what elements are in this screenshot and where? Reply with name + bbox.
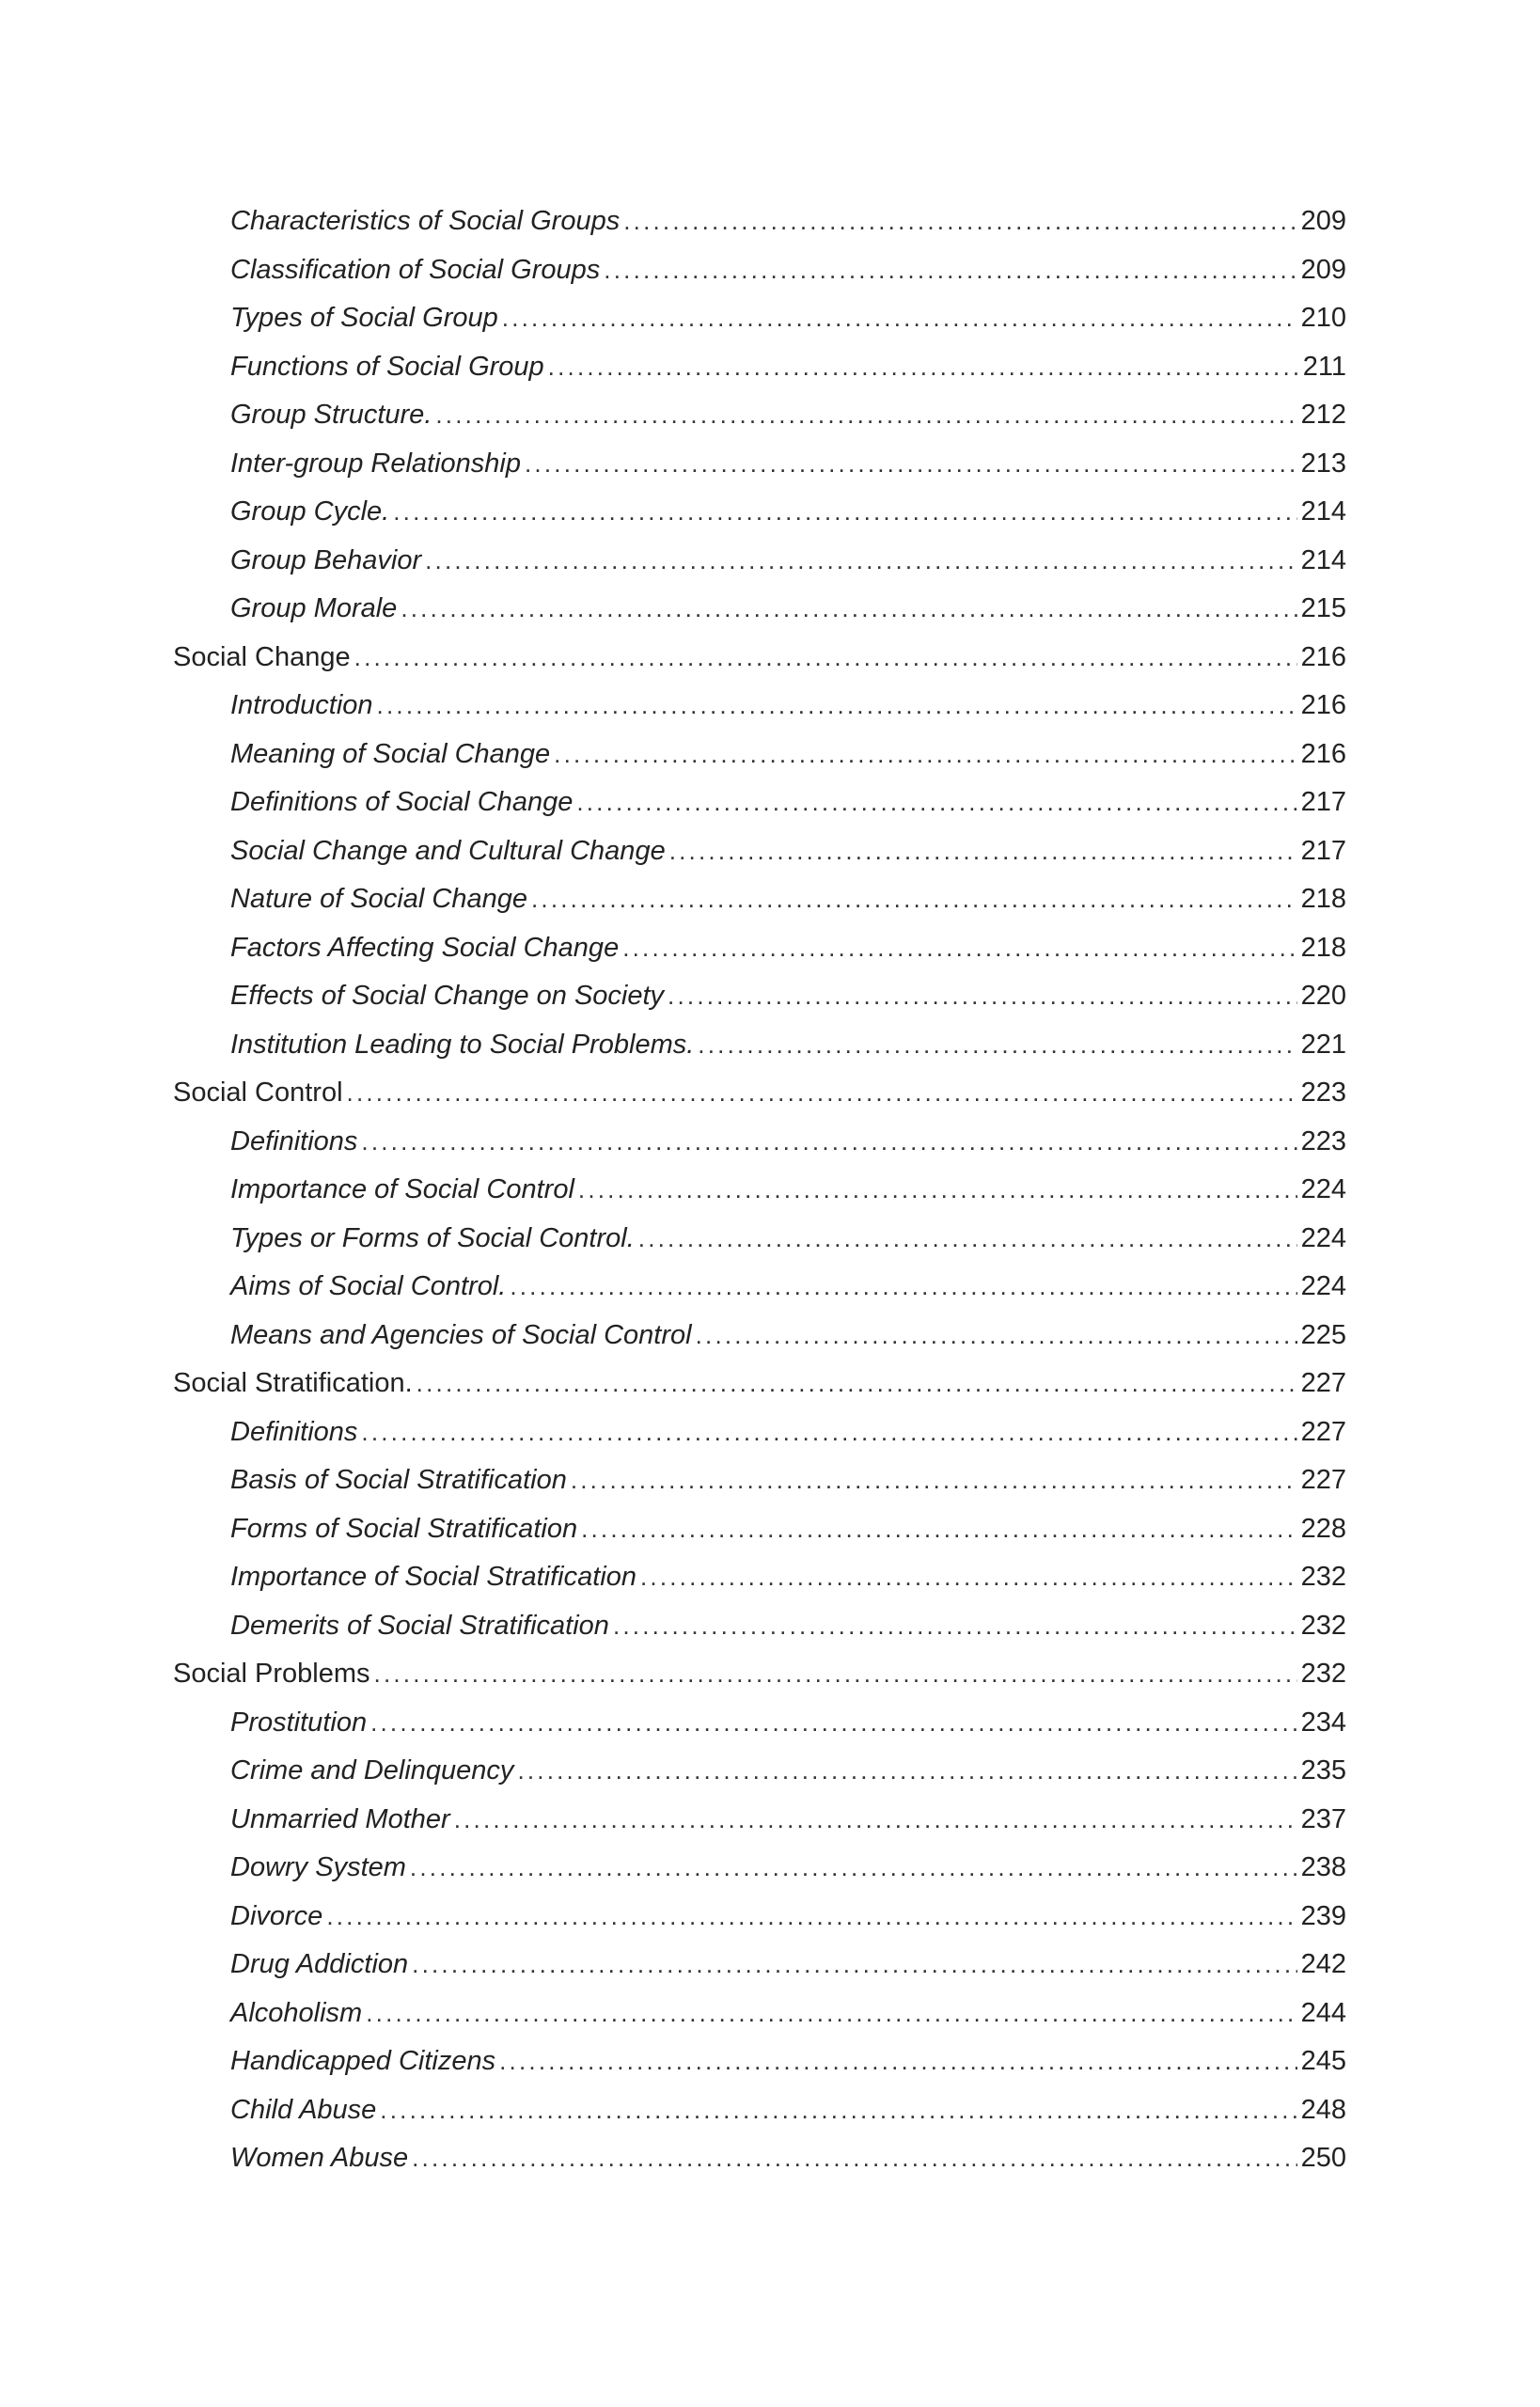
- toc-entry-page-number: 227: [1300, 1465, 1346, 1495]
- toc-entry-title: Child Abuse: [230, 2094, 377, 2125]
- toc-subsection-entry: [173, 1456, 1346, 1505]
- toc-dot-leader: [361, 1118, 1296, 1167]
- toc-entry-title: Inter-group Relationship: [230, 448, 521, 479]
- toc-entry-page-number: 209: [1300, 206, 1346, 236]
- toc-entry-page-number: 227: [1300, 1416, 1346, 1447]
- toc-subsection-entry: [173, 1505, 1346, 1554]
- toc-dot-leader: [393, 488, 1296, 537]
- toc-entry-page-number: 216: [1300, 641, 1346, 672]
- toc-entry-title: Divorce: [230, 1900, 323, 1931]
- toc-dot-leader: [581, 1505, 1297, 1554]
- toc-subsection-entry: [173, 1747, 1346, 1796]
- toc-entry-page-number: 242: [1300, 1949, 1346, 1979]
- toc-subsection-entry: [173, 682, 1346, 731]
- toc-dot-leader: [361, 1408, 1296, 1457]
- toc-entry-title: Introduction: [230, 690, 373, 720]
- toc-entry-page-number: 232: [1300, 1659, 1346, 1689]
- toc-dot-leader: [696, 1312, 1297, 1361]
- toc-entry-title: Dowry System: [230, 1852, 406, 1882]
- toc-entry-page-number: 225: [1300, 1319, 1346, 1350]
- toc-subsection-entry: [173, 1602, 1346, 1651]
- toc-entry-title: Effects of Social Change on Society: [230, 981, 665, 1011]
- toc-entry-page-number: 239: [1300, 1900, 1346, 1931]
- toc-entry-title: Means and Agencies of Social Control: [230, 1319, 692, 1350]
- toc-entry-page-number: 250: [1300, 2143, 1346, 2173]
- toc-entry-title: Definitions: [230, 1125, 358, 1156]
- toc-entry-page-number: 216: [1300, 690, 1346, 720]
- toc-section-entry: [173, 1360, 1346, 1408]
- toc-subsection-entry: [173, 1796, 1346, 1845]
- toc-subsection-entry: [173, 2037, 1346, 2086]
- toc-entry-title: Definitions: [230, 1416, 358, 1447]
- toc-entry-page-number: 234: [1300, 1707, 1346, 1738]
- toc-entry-page-number: 224: [1300, 1174, 1346, 1204]
- toc-entry-title: Social Control: [173, 1078, 343, 1108]
- toc-subsection-entry: [173, 972, 1346, 1021]
- toc-entry-page-number: 224: [1300, 1271, 1346, 1301]
- toc-subsection-entry: [173, 537, 1346, 586]
- toc-subsection-entry: [173, 1312, 1346, 1361]
- toc-subsection-entry: [173, 1118, 1346, 1167]
- toc-dot-leader: [410, 1844, 1297, 1893]
- toc-entry-page-number: 217: [1300, 835, 1346, 866]
- toc-subsection-entry: [173, 1893, 1346, 1942]
- toc-entry-title: Demerits of Social Stratification: [230, 1610, 609, 1641]
- toc-dot-leader: [425, 537, 1296, 586]
- toc-subsection-entry: [173, 1263, 1346, 1312]
- toc-entry-title: Group Morale: [230, 593, 398, 623]
- toc-dot-leader: [571, 1456, 1297, 1505]
- toc-dot-leader: [347, 1069, 1297, 1118]
- toc-entry-title: Definitions of Social Change: [230, 787, 574, 817]
- toc-entry-page-number: 245: [1300, 2046, 1346, 2076]
- toc-dot-leader: [416, 1360, 1297, 1408]
- toc-entry-title: Alcoholism: [230, 1997, 363, 2028]
- toc-subsection-entry: [173, 779, 1346, 827]
- toc-entry-title: Basis of Social Stratification: [230, 1465, 567, 1495]
- toc-entry-title: Importance of Social Stratification: [230, 1562, 636, 1592]
- toc-dot-leader: [380, 2086, 1296, 2135]
- toc-entry-page-number: 217: [1300, 787, 1346, 817]
- toc-entry-title: Aims of Social Control.: [230, 1271, 507, 1301]
- toc-subsection-entry: [173, 246, 1346, 295]
- toc-subsection-entry: [173, 1699, 1346, 1748]
- toc-subsection-entry: [173, 1166, 1346, 1215]
- toc-subsection-entry: [173, 1941, 1346, 1990]
- toc-dot-leader: [366, 1990, 1296, 2038]
- toc-entry-title: Drug Addiction: [230, 1949, 409, 1979]
- toc-subsection-entry: [173, 1553, 1346, 1602]
- toc-dot-leader: [622, 924, 1296, 973]
- toc-entry-title: Meaning of Social Change: [230, 738, 551, 769]
- toc-entry-page-number: 227: [1300, 1368, 1346, 1398]
- toc-subsection-entry: [173, 343, 1346, 392]
- toc-entry-title: Prostitution: [230, 1707, 368, 1738]
- toc-subsection-entry: [173, 2134, 1346, 2183]
- toc-subsection-entry: [173, 924, 1346, 973]
- toc-entry-title: Functions of Social Group: [230, 351, 544, 382]
- toc-entry-title: Classification of Social Groups: [230, 254, 601, 285]
- toc-entry-title: Social Change and Cultural Change: [230, 835, 666, 866]
- toc-dot-leader: [401, 585, 1296, 634]
- toc-entry-page-number: 215: [1300, 593, 1346, 623]
- toc-dot-leader: [604, 246, 1296, 295]
- toc-entry-page-number: 211: [1302, 351, 1346, 382]
- toc-entry-title: Social Change: [173, 641, 351, 672]
- toc-entry-title: Group Cycle.: [230, 496, 390, 527]
- toc-dot-leader: [517, 1747, 1296, 1796]
- toc-entry-page-number: 232: [1300, 1562, 1346, 1592]
- toc-dot-leader: [623, 197, 1296, 246]
- toc-entry-page-number: 214: [1300, 544, 1346, 575]
- toc-entry-title: Group Behavior: [230, 544, 422, 575]
- toc-subsection-entry: [173, 1408, 1346, 1457]
- toc-dot-leader: [502, 294, 1297, 343]
- toc-subsection-entry: [173, 197, 1346, 246]
- toc-entry-page-number: 210: [1300, 303, 1346, 333]
- toc-subsection-entry: [173, 1990, 1346, 2038]
- toc-entry-page-number: 221: [1300, 1029, 1346, 1060]
- toc-entry-title: Nature of Social Change: [230, 884, 527, 914]
- toc-entry-page-number: 218: [1300, 932, 1346, 963]
- toc-dot-leader: [554, 731, 1296, 779]
- toc-entry-title: Women Abuse: [230, 2143, 409, 2173]
- toc-subsection-entry: [173, 488, 1346, 537]
- toc-subsection-entry: [173, 1215, 1346, 1264]
- toc-dot-leader: [412, 2134, 1296, 2183]
- toc-entry-title: Types of Social Group: [230, 303, 498, 333]
- toc-dot-leader: [412, 1941, 1296, 1990]
- toc-subsection-entry: [173, 827, 1346, 876]
- toc-entry-page-number: 218: [1300, 884, 1346, 914]
- toc-entry-page-number: 216: [1300, 738, 1346, 769]
- toc-dot-leader: [576, 779, 1296, 827]
- toc-dot-leader: [354, 634, 1297, 683]
- toc-dot-leader: [698, 1021, 1296, 1070]
- toc-dot-leader: [640, 1553, 1297, 1602]
- toc-entry-title: Importance of Social Control: [230, 1174, 574, 1204]
- toc-subsection-entry: [173, 1844, 1346, 1893]
- toc-entry-page-number: 244: [1300, 1997, 1346, 2028]
- toc-dot-leader: [668, 972, 1297, 1021]
- toc-dot-leader: [638, 1215, 1297, 1264]
- toc-dot-leader: [326, 1893, 1296, 1942]
- toc-dot-leader: [669, 827, 1297, 876]
- toc-subsection-entry: [173, 391, 1346, 440]
- toc-entry-page-number: 213: [1300, 448, 1346, 479]
- table-of-contents: [173, 197, 1346, 2183]
- toc-subsection-entry: [173, 2086, 1346, 2135]
- toc-entry-title: Factors Affecting Social Change: [230, 932, 620, 963]
- toc-entry-page-number: 232: [1300, 1610, 1346, 1641]
- toc-entry-page-number: 223: [1300, 1125, 1346, 1156]
- toc-dot-leader: [454, 1796, 1297, 1845]
- toc-entry-title: Types or Forms of Social Control.: [230, 1222, 635, 1253]
- toc-entry-page-number: 235: [1300, 1755, 1346, 1786]
- toc-entry-page-number: 224: [1300, 1222, 1346, 1253]
- toc-dot-leader: [377, 682, 1297, 731]
- toc-entry-page-number: 237: [1300, 1803, 1346, 1834]
- toc-subsection-entry: [173, 585, 1346, 634]
- toc-entry-title: Social Stratification.: [173, 1368, 413, 1398]
- toc-dot-leader: [613, 1602, 1297, 1651]
- toc-subsection-entry: [173, 731, 1346, 779]
- toc-entry-page-number: 223: [1300, 1078, 1346, 1108]
- toc-subsection-entry: [173, 875, 1346, 924]
- toc-entry-page-number: 228: [1300, 1513, 1346, 1544]
- toc-entry-title: Forms of Social Stratification: [230, 1513, 578, 1544]
- toc-entry-page-number: 209: [1300, 254, 1346, 285]
- toc-entry-title: Social Problems: [173, 1659, 370, 1689]
- toc-dot-leader: [510, 1263, 1296, 1312]
- toc-entry-title: Group Structure.: [230, 400, 432, 430]
- toc-dot-leader: [578, 1166, 1297, 1215]
- toc-dot-leader: [435, 391, 1296, 440]
- toc-subsection-entry: [173, 440, 1346, 489]
- toc-dot-leader: [531, 875, 1297, 924]
- toc-entry-title: Unmarried Mother: [230, 1803, 450, 1834]
- toc-entry-title: Characteristics of Social Groups: [230, 206, 621, 236]
- toc-entry-title: Crime and Delinquency: [230, 1755, 514, 1786]
- toc-dot-leader: [370, 1699, 1297, 1748]
- toc-entry-page-number: 238: [1300, 1852, 1346, 1882]
- toc-entry-page-number: 214: [1300, 496, 1346, 527]
- toc-dot-leader: [548, 343, 1299, 392]
- toc-entry-page-number: 212: [1300, 400, 1346, 430]
- toc-entry-title: Institution Leading to Social Problems.: [230, 1029, 695, 1060]
- toc-section-entry: [173, 1650, 1346, 1699]
- toc-subsection-entry: [173, 294, 1346, 343]
- toc-section-entry: [173, 634, 1346, 683]
- toc-entry-page-number: 248: [1300, 2094, 1346, 2125]
- toc-entry-page-number: 220: [1300, 981, 1346, 1011]
- toc-subsection-entry: [173, 1021, 1346, 1070]
- toc-section-entry: [173, 1069, 1346, 1118]
- toc-dot-leader: [499, 2037, 1296, 2086]
- toc-dot-leader: [374, 1650, 1297, 1699]
- toc-dot-leader: [525, 440, 1297, 489]
- toc-entry-title: Handicapped Citizens: [230, 2046, 496, 2076]
